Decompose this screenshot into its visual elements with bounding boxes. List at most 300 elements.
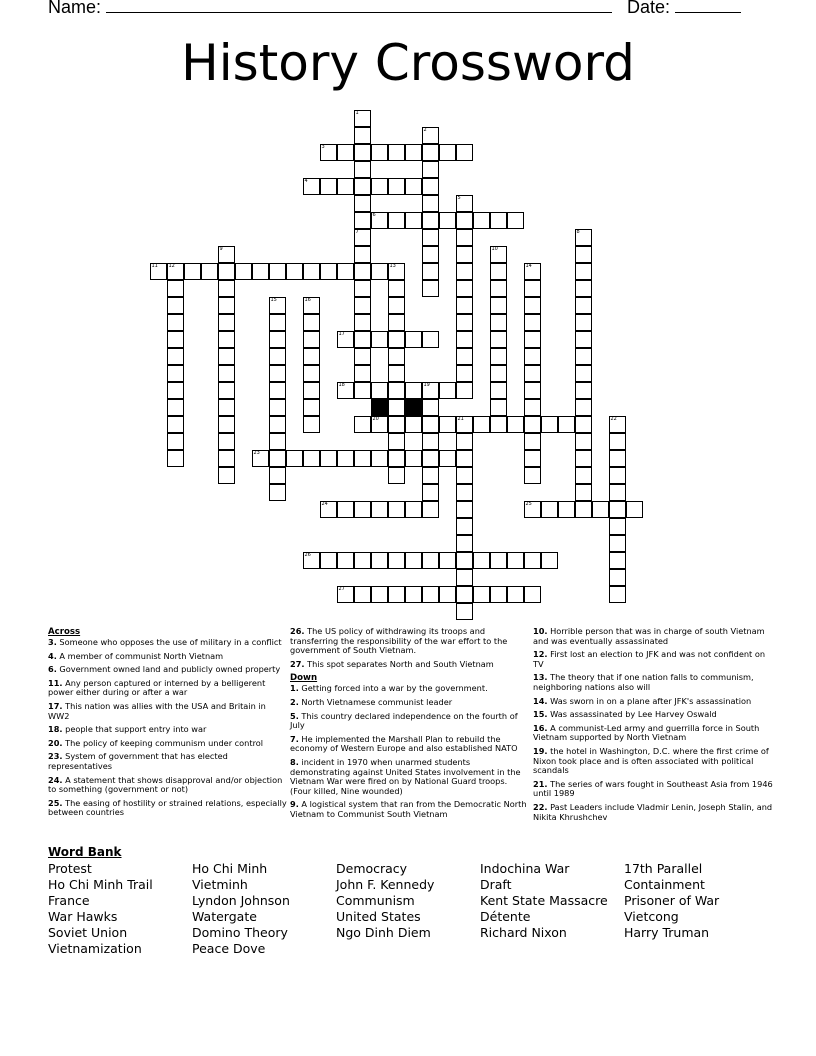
crossword-cell[interactable] (218, 416, 235, 433)
crossword-cell[interactable] (320, 178, 337, 195)
crossword-cell[interactable] (575, 450, 592, 467)
crossword-cell[interactable] (388, 382, 405, 399)
crossword-cell[interactable] (422, 484, 439, 501)
crossword-cell[interactable] (422, 450, 439, 467)
crossword-cell[interactable] (609, 433, 626, 450)
crossword-cell[interactable] (218, 382, 235, 399)
crossword-cell[interactable] (337, 144, 354, 161)
crossword-cell[interactable] (303, 399, 320, 416)
crossword-cell[interactable] (524, 331, 541, 348)
crossword-cell[interactable] (371, 450, 388, 467)
crossword-cell[interactable] (405, 178, 422, 195)
crossword-cell[interactable] (371, 263, 388, 280)
cell-number: 14 (525, 262, 532, 269)
crossword-cell[interactable] (575, 467, 592, 484)
crossword-cell[interactable] (422, 161, 439, 178)
crossword-cell[interactable] (456, 433, 473, 450)
crossword-cell[interactable] (388, 586, 405, 603)
crossword-cell[interactable] (422, 416, 439, 433)
crossword-cell[interactable] (575, 433, 592, 450)
clue-across-2 (48, 665, 288, 675)
crossword-cell[interactable] (354, 280, 371, 297)
crossword-cell[interactable] (524, 467, 541, 484)
crossword-cell[interactable] (218, 314, 235, 331)
crossword-cell[interactable] (388, 433, 405, 450)
crossword-cell[interactable] (303, 297, 320, 314)
crossword-cell[interactable] (456, 586, 473, 603)
word-bank-item: Richard Nixon (480, 925, 567, 940)
crossword-cell[interactable] (303, 314, 320, 331)
clue-down-3 (290, 735, 530, 754)
crossword-cell[interactable] (456, 348, 473, 365)
crossword-cell[interactable] (456, 552, 473, 569)
crossword-cell[interactable] (354, 552, 371, 569)
crossword-cell[interactable] (184, 263, 201, 280)
crossword-cell[interactable] (575, 416, 592, 433)
crossword-cell[interactable] (303, 263, 320, 280)
crossword-cell[interactable] (456, 416, 473, 433)
crossword-cell[interactable] (422, 382, 439, 399)
crossword-cell[interactable] (575, 501, 592, 518)
crossword-cell[interactable] (575, 382, 592, 399)
crossword-cell[interactable] (303, 348, 320, 365)
crossword-cell[interactable] (609, 467, 626, 484)
crossword-cell[interactable] (456, 603, 473, 620)
crossword-cell[interactable] (167, 280, 184, 297)
crossword-cell[interactable] (439, 552, 456, 569)
crossword-cell[interactable] (558, 416, 575, 433)
word-bank-item: Lyndon Johnson (192, 893, 290, 908)
crossword-cell[interactable] (354, 501, 371, 518)
crossword-cell[interactable] (575, 348, 592, 365)
crossword-cell[interactable] (320, 552, 337, 569)
clue-number: 10. (533, 626, 548, 636)
crossword-cell[interactable] (575, 297, 592, 314)
crossword-cell[interactable] (388, 416, 405, 433)
crossword-cell[interactable] (269, 433, 286, 450)
crossword-cell[interactable] (575, 399, 592, 416)
crossword-cell[interactable] (286, 450, 303, 467)
crossword-cell[interactable] (473, 416, 490, 433)
crossword-cell[interactable] (371, 382, 388, 399)
crossword-cell[interactable] (354, 144, 371, 161)
crossword-cell[interactable] (218, 450, 235, 467)
clue-across-6 (48, 739, 288, 749)
crossword-cell[interactable] (490, 586, 507, 603)
crossword-cell[interactable] (456, 450, 473, 467)
crossword-cell[interactable] (218, 297, 235, 314)
cell-number: 21 (457, 415, 464, 422)
crossword-cell[interactable] (524, 399, 541, 416)
crossword-cell[interactable] (354, 314, 371, 331)
crossword-cell[interactable] (405, 331, 422, 348)
clue-number: 23. (48, 751, 63, 762)
crossword-cell[interactable] (269, 365, 286, 382)
clue-text: A member of communist North Vietnam (56, 650, 224, 661)
crossword-cell[interactable] (439, 416, 456, 433)
crossword-cell[interactable] (609, 535, 626, 552)
crossword-cell[interactable] (218, 263, 235, 280)
crossword-cell[interactable] (456, 467, 473, 484)
crossword-cell[interactable] (422, 501, 439, 518)
crossword-cell[interactable] (252, 263, 269, 280)
crossword-cell[interactable] (456, 518, 473, 535)
crossword-cell[interactable] (269, 416, 286, 433)
crossword-cell[interactable] (405, 416, 422, 433)
clue-text: This spot separates North and South Vietnam (304, 658, 494, 669)
word-bank-item: Soviet Union (48, 925, 128, 940)
crossword-cell[interactable] (524, 382, 541, 399)
clue-down-11 (533, 724, 773, 743)
crossword-cell[interactable] (218, 348, 235, 365)
crossword-cell[interactable] (422, 552, 439, 569)
crossword-cell[interactable] (286, 263, 303, 280)
crossword-cell[interactable] (218, 280, 235, 297)
cell-number: 24 (321, 500, 328, 507)
crossword-cell[interactable] (167, 433, 184, 450)
word-bank-item: Communism (336, 893, 415, 908)
crossword-cell[interactable] (422, 586, 439, 603)
crossword-cell[interactable] (269, 484, 286, 501)
crossword-cell[interactable] (490, 212, 507, 229)
crossword-cell[interactable] (388, 178, 405, 195)
crossword-cell[interactable] (218, 246, 235, 263)
crossword-cell[interactable] (337, 501, 354, 518)
crossword-cell[interactable] (490, 331, 507, 348)
crossword-cell[interactable] (575, 263, 592, 280)
crossword-cell[interactable] (405, 586, 422, 603)
crossword-cell[interactable] (490, 552, 507, 569)
crossword-cell[interactable] (439, 586, 456, 603)
crossword-cell[interactable] (218, 365, 235, 382)
crossword-cell[interactable] (524, 314, 541, 331)
crossword-cell[interactable] (439, 450, 456, 467)
crossword-cell[interactable] (371, 331, 388, 348)
crossword-cell[interactable] (354, 263, 371, 280)
crossword-cell[interactable] (354, 110, 371, 127)
crossword-cell[interactable] (371, 144, 388, 161)
crossword-cell[interactable] (609, 586, 626, 603)
crossword-cell[interactable] (490, 348, 507, 365)
crossword-cell[interactable] (167, 297, 184, 314)
clue-down-4 (290, 758, 530, 796)
crossword-cell[interactable] (524, 450, 541, 467)
crossword-cell[interactable] (490, 263, 507, 280)
clue-number: 19. (533, 745, 548, 756)
crossword-cell[interactable] (422, 212, 439, 229)
crossword-cell[interactable] (405, 552, 422, 569)
crossword-cell[interactable] (422, 263, 439, 280)
crossword-cell[interactable] (235, 263, 252, 280)
crossword-cell[interactable] (354, 348, 371, 365)
crossword-cell[interactable] (405, 144, 422, 161)
crossword-cell[interactable] (575, 331, 592, 348)
cell-number: 9 (219, 245, 223, 252)
crossword-cell[interactable] (456, 331, 473, 348)
crossword-cell[interactable] (490, 297, 507, 314)
clue-number: 27. (290, 658, 305, 669)
crossword-cell[interactable] (388, 467, 405, 484)
crossword-cell[interactable] (456, 263, 473, 280)
name-label: Name: (48, 0, 102, 17)
crossword-cell[interactable] (167, 348, 184, 365)
crossword-cell[interactable] (541, 416, 558, 433)
crossword-cell[interactable] (218, 331, 235, 348)
cell-number: 4 (304, 177, 308, 184)
crossword-cell[interactable] (388, 212, 405, 229)
crossword-cell[interactable] (354, 297, 371, 314)
crossword-cell[interactable] (490, 246, 507, 263)
crossword-cell[interactable] (575, 280, 592, 297)
crossword-cell[interactable] (422, 399, 439, 416)
clue-down-9 (533, 697, 773, 707)
cell-number: 17 (338, 330, 345, 337)
crossword-cell[interactable] (167, 314, 184, 331)
crossword-cell[interactable] (354, 586, 371, 603)
crossword-cell[interactable] (473, 552, 490, 569)
crossword-cell[interactable] (507, 212, 524, 229)
crossword-cell[interactable] (337, 450, 354, 467)
crossword-cell[interactable] (269, 331, 286, 348)
crossword-cell[interactable] (422, 433, 439, 450)
crossword-cell[interactable] (269, 348, 286, 365)
crossword-cell[interactable] (422, 178, 439, 195)
crossword-cell[interactable] (405, 382, 422, 399)
crossword-cell[interactable] (167, 450, 184, 467)
crossword-cell[interactable] (422, 229, 439, 246)
crossword-cell[interactable] (405, 501, 422, 518)
crossword-cell[interactable] (354, 382, 371, 399)
crossword-cell[interactable] (490, 416, 507, 433)
crossword-cell[interactable] (558, 501, 575, 518)
crossword-cell[interactable] (456, 144, 473, 161)
crossword-cell[interactable] (609, 416, 626, 433)
clue-number: 16. (533, 722, 548, 733)
crossword-cell[interactable] (371, 212, 388, 229)
crossword-cell[interactable] (371, 416, 388, 433)
crossword-cell[interactable] (524, 501, 541, 518)
crossword-cell[interactable] (422, 195, 439, 212)
crossword-cell[interactable] (456, 314, 473, 331)
crossword-cell[interactable] (507, 416, 524, 433)
crossword-cell[interactable] (439, 144, 456, 161)
crossword-cell[interactable] (524, 297, 541, 314)
crossword-cell[interactable] (388, 144, 405, 161)
crossword-cell[interactable] (388, 263, 405, 280)
crossword-cell[interactable] (524, 586, 541, 603)
crossword-cell[interactable] (167, 399, 184, 416)
crossword-cell[interactable] (371, 552, 388, 569)
crossword-cell[interactable] (303, 178, 320, 195)
crossword-cell[interactable] (218, 399, 235, 416)
crossword-cell[interactable] (320, 144, 337, 161)
crossword-cell[interactable] (320, 450, 337, 467)
crossword-cell[interactable] (507, 552, 524, 569)
crossword-cell[interactable] (354, 450, 371, 467)
crossword-cell[interactable] (337, 382, 354, 399)
crossword-cell[interactable] (575, 365, 592, 382)
crossword-cell[interactable] (388, 399, 405, 416)
word-bank-item: Kent State Massacre (480, 893, 608, 908)
crossword-cell[interactable] (422, 331, 439, 348)
crossword-cell[interactable] (422, 280, 439, 297)
crossword-cell[interactable] (320, 263, 337, 280)
crossword-cell[interactable] (422, 144, 439, 161)
word-bank-item: Vietcong (624, 909, 679, 924)
crossword-cell[interactable] (626, 501, 643, 518)
crossword-cell[interactable] (371, 178, 388, 195)
crossword-cell[interactable] (439, 382, 456, 399)
word-bank-list (48, 861, 768, 961)
word-bank-item: Domino Theory (192, 925, 288, 940)
crossword-cell[interactable] (592, 501, 609, 518)
crossword-cell[interactable] (456, 297, 473, 314)
crossword-cell[interactable] (388, 331, 405, 348)
crossword-cell[interactable] (575, 484, 592, 501)
crossword-cell[interactable] (269, 450, 286, 467)
crossword-cell[interactable] (269, 297, 286, 314)
clue-across-4 (48, 702, 288, 721)
crossword-cell[interactable] (456, 535, 473, 552)
crossword-cell[interactable] (422, 467, 439, 484)
crossword-cell[interactable] (541, 552, 558, 569)
crossword-cell[interactable] (456, 212, 473, 229)
crossword-cell[interactable] (371, 586, 388, 603)
crossword-cell[interactable] (388, 314, 405, 331)
crossword-cell[interactable] (218, 467, 235, 484)
crossword-cell[interactable] (405, 212, 422, 229)
crossword-cell[interactable] (609, 450, 626, 467)
clue-text: Horrible person that was in charge of south Vietnam and was eventually assassinated (533, 626, 765, 646)
crossword-cell[interactable] (337, 331, 354, 348)
crossword-cell[interactable] (473, 586, 490, 603)
crossword-cell[interactable] (456, 484, 473, 501)
crossword-cell[interactable] (524, 416, 541, 433)
crossword-cell[interactable] (422, 246, 439, 263)
crossword-cell[interactable] (354, 365, 371, 382)
crossword-cell[interactable] (354, 161, 371, 178)
clue-text: He implemented the Marshall Plan to rebuild the economy of Western Europe and also established NATO (290, 733, 518, 754)
crossword-cell[interactable] (609, 484, 626, 501)
crossword-cell[interactable] (575, 314, 592, 331)
crossword-cell[interactable] (303, 331, 320, 348)
crossword-cell[interactable] (524, 552, 541, 569)
crossword-cell[interactable] (507, 586, 524, 603)
crossword-cell[interactable] (456, 280, 473, 297)
word-bank-item: Containment (624, 877, 705, 892)
crossword-cell[interactable] (269, 399, 286, 416)
crossword-cell[interactable] (269, 314, 286, 331)
crossword-cell[interactable] (490, 314, 507, 331)
crossword-cell[interactable] (269, 263, 286, 280)
crossword-cell[interactable] (337, 586, 354, 603)
crossword-cell[interactable] (405, 450, 422, 467)
crossword-cell[interactable] (167, 382, 184, 399)
crossword-cell[interactable] (354, 212, 371, 229)
crossword-cell[interactable] (167, 416, 184, 433)
crossword-cell[interactable] (609, 501, 626, 518)
crossword-cell[interactable] (269, 467, 286, 484)
crossword-cell[interactable] (150, 263, 167, 280)
crossword-cell[interactable] (303, 365, 320, 382)
crossword-cell[interactable] (388, 552, 405, 569)
crossword-cell[interactable] (490, 280, 507, 297)
crossword-cell[interactable] (167, 365, 184, 382)
crossword-cell[interactable] (388, 501, 405, 518)
crossword-cell[interactable] (575, 229, 592, 246)
clue-text: the hotel in Washington, D.C. where the first crime of Nixon took place and is often associated with political scandals (533, 745, 769, 776)
crossword-cell[interactable] (354, 178, 371, 195)
word-bank (48, 845, 768, 961)
crossword-cell[interactable] (303, 552, 320, 569)
crossword-cell[interactable] (167, 331, 184, 348)
crossword-cell[interactable] (456, 365, 473, 382)
crossword-cell[interactable] (388, 297, 405, 314)
clues-column-2 (290, 627, 530, 824)
crossword-cell[interactable] (167, 263, 184, 280)
crossword-cell[interactable] (456, 382, 473, 399)
crossword-cell[interactable] (354, 127, 371, 144)
crossword-cell[interactable] (524, 280, 541, 297)
crossword-cell[interactable] (388, 280, 405, 297)
crossword-cell[interactable] (609, 569, 626, 586)
crossword-cell[interactable] (524, 365, 541, 382)
crossword-cell[interactable] (524, 263, 541, 280)
crossword-cell[interactable] (388, 348, 405, 365)
crossword-cell[interactable] (473, 212, 490, 229)
crossword-cell[interactable] (337, 552, 354, 569)
crossword-cell[interactable] (524, 348, 541, 365)
crossword-cell[interactable] (439, 212, 456, 229)
crossword-cell[interactable] (371, 501, 388, 518)
crossword-cell[interactable] (388, 365, 405, 382)
crossword-cell[interactable] (575, 246, 592, 263)
crossword-cell[interactable] (456, 501, 473, 518)
clue-text: Someone who opposes the use of military in a conflict (56, 637, 282, 647)
crossword-cell[interactable] (354, 331, 371, 348)
crossword-cell[interactable] (456, 229, 473, 246)
crossword-cell[interactable] (337, 263, 354, 280)
crossword-cell[interactable] (201, 263, 218, 280)
crossword-cell[interactable] (303, 416, 320, 433)
crossword-cell[interactable] (354, 416, 371, 433)
crossword-cell[interactable] (456, 195, 473, 212)
crossword-cell[interactable] (218, 433, 235, 450)
crossword-cell[interactable] (354, 229, 371, 246)
crossword-cell[interactable] (422, 127, 439, 144)
clue-text: Was sworn in on a plane after JFK's assassination (547, 695, 752, 706)
crossword-cell[interactable] (524, 433, 541, 450)
crossword-cell[interactable] (490, 365, 507, 382)
crossword-cell[interactable] (252, 450, 269, 467)
word-bank-heading: Word Bank (48, 845, 122, 859)
crossword-cell[interactable] (456, 246, 473, 263)
crossword-cell[interactable] (337, 178, 354, 195)
crossword-cell[interactable] (609, 552, 626, 569)
crossword-cell[interactable] (320, 501, 337, 518)
crossword-cell[interactable] (456, 569, 473, 586)
crossword-cell[interactable] (354, 195, 371, 212)
crossword-cell[interactable] (269, 382, 286, 399)
crossword-cell[interactable] (490, 382, 507, 399)
crossword-cell[interactable] (388, 450, 405, 467)
crossword-cell[interactable] (303, 450, 320, 467)
crossword-cell[interactable] (609, 518, 626, 535)
crossword-cell[interactable] (490, 399, 507, 416)
crossword-cell[interactable] (354, 246, 371, 263)
crossword-cell[interactable] (541, 501, 558, 518)
crossword-cell[interactable] (303, 382, 320, 399)
